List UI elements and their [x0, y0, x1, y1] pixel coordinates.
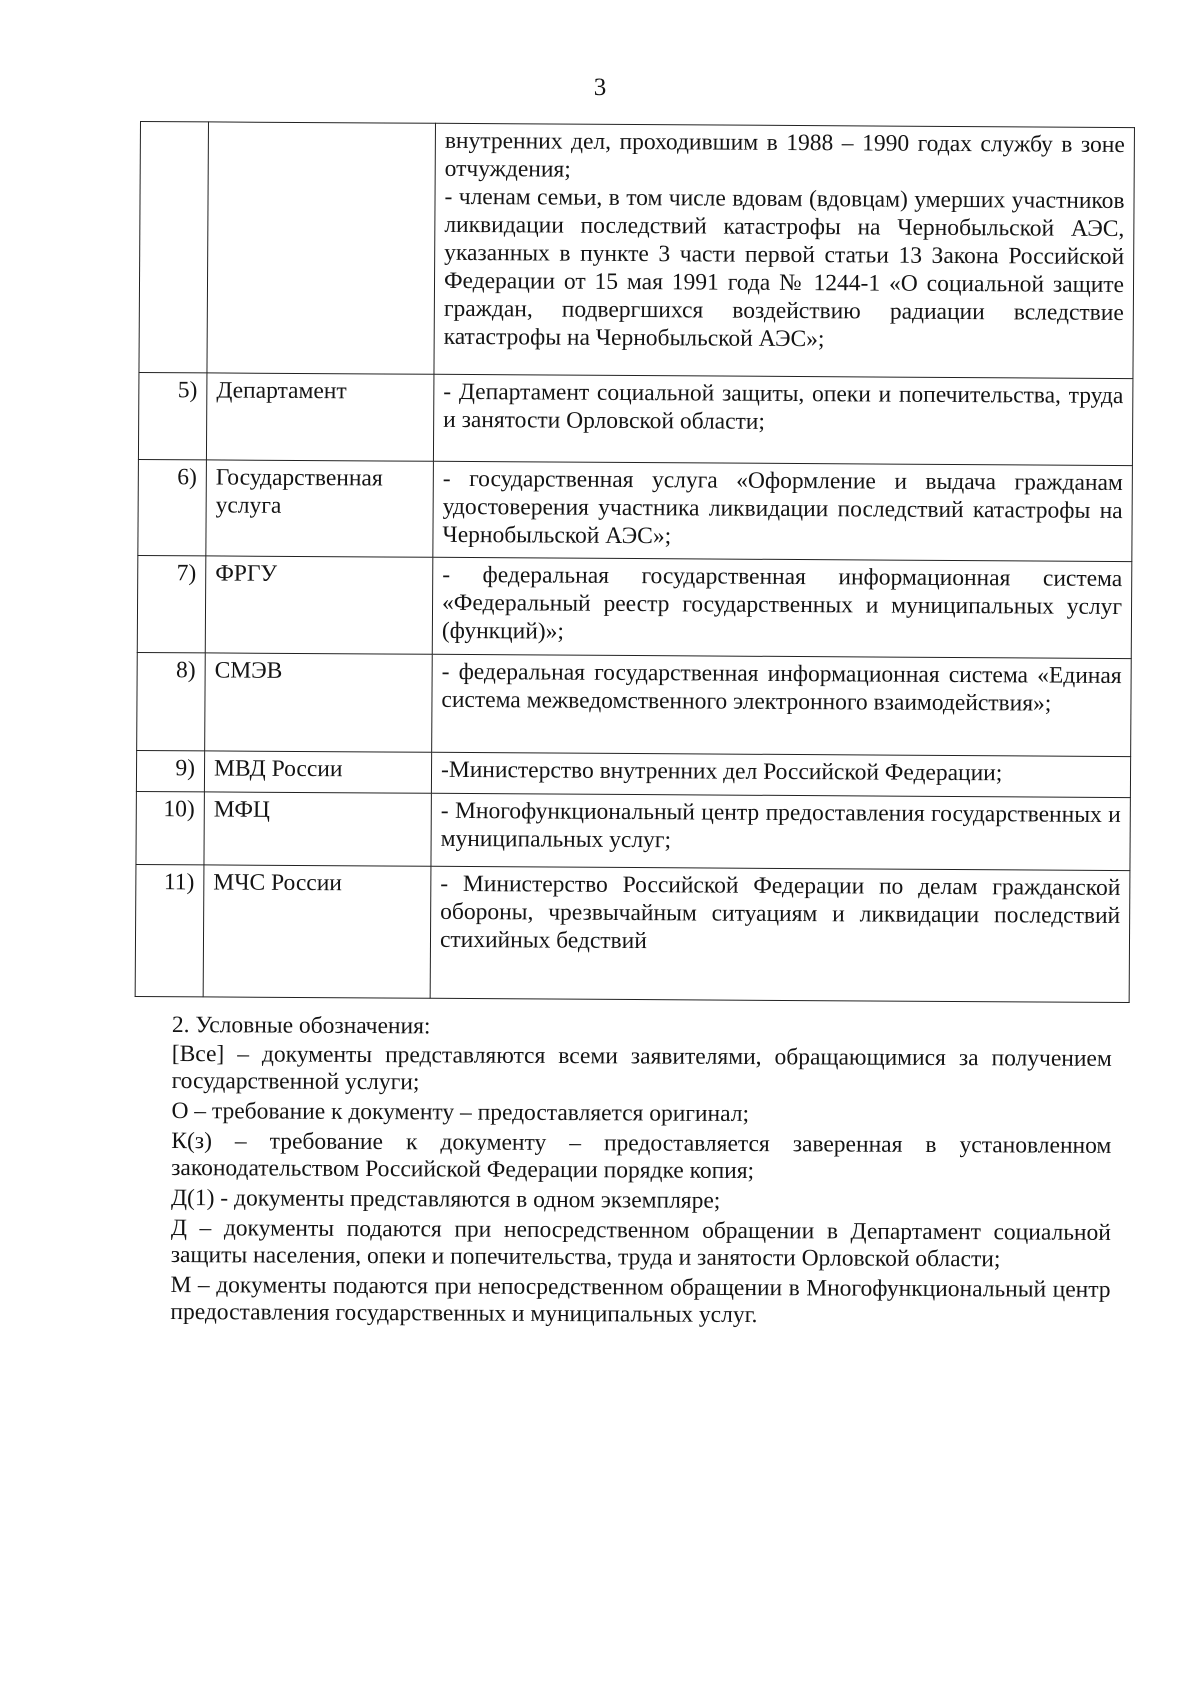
legend-item: Д(1) - документы представляются в одном экземпляре; [170, 1184, 721, 1214]
page-number: 3 [593, 74, 607, 101]
legend-item: О – требование к документу – предоставляется оригинал; [171, 1097, 750, 1128]
legend-item: Д – документы подаются при непосредственном обращении в Департамент социальной защиты населения, опеки и попечительства, труда и занятости Орловской области; [170, 1214, 1111, 1273]
description-cell [433, 374, 1133, 466]
description-cell [431, 752, 1130, 797]
description-cell [432, 557, 1132, 658]
legend-heading: 2. Условные обозначения: [171, 1012, 431, 1040]
table-row [136, 791, 1130, 871]
term-cell: ФРГУ [205, 556, 433, 654]
row-number: 6) [138, 459, 207, 555]
row-number: 8) [137, 652, 206, 750]
description-line: - Департамент социальной защиты, опеки и попечительства, труда и занятости Орловской области; [443, 378, 1124, 435]
legend-item: М – документы подаются при непосредственном обращении в Многофункциональный центр предоставления государственных и муниципальных услуг. [170, 1271, 1111, 1329]
row-number: 10) [136, 791, 204, 865]
term-cell: Департамент [206, 373, 434, 462]
term-cell: МВД России [204, 750, 431, 792]
term-cell: СМЭВ [205, 653, 433, 752]
term-cell [207, 122, 436, 374]
row-number: 11) [135, 865, 204, 997]
row-number: 9) [136, 750, 204, 791]
legend-item: [Все] – документы представляются всеми заявителями, обращающимися за получением государственной услуги; [171, 1040, 1112, 1096]
legend-section [170, 1012, 1112, 1334]
table-row [138, 459, 1133, 561]
description-line: - Многофункциональный центр предоставления государственных и муниципальных услуг; [440, 797, 1121, 853]
term-cell: МФЦ [204, 792, 431, 867]
row-number [139, 122, 209, 373]
description-cell [431, 793, 1130, 871]
term-cell: Государственная услуга [206, 460, 434, 557]
description-cell [433, 461, 1133, 561]
description-line: внутренних дел, проходившим в 1988 – 1990 годах службу в зоне отчуждения; [444, 127, 1125, 183]
description-cell [432, 654, 1132, 756]
term-cell: МЧС России [203, 865, 431, 998]
description-line: - членам семьи, в том числе вдовам (вдовцам) умерших участников ликвидации последствий катастрофы на Чернобыльской АЭС, указанных в пункте 3 части первой статьи 13 Закона Российской Федерации от 15 мая 1991 года № 1244-1 «О социальной защите граждан, подвергшихся воздействию радиации вследствие катастрофы на Чернобыльской АЭС»; [443, 183, 1125, 353]
description-line: -Министерство внутренних дел Российской Федерации; [440, 756, 1003, 786]
legend-item: К(з) – требование к документу – предоставляется заверенная в установленном законодательством Российской Федерации порядке копия; [171, 1127, 1112, 1185]
description-line: - Министерство Российской Федерации по делам гражданской обороны, чрезвычайным ситуациям и ликвидации последствий стихийных бедствий [439, 871, 1121, 955]
table-row [137, 652, 1132, 756]
row-number: 7) [137, 555, 206, 652]
row-number: 5) [138, 372, 207, 460]
table-row [138, 372, 1133, 465]
table-row [136, 750, 1130, 797]
table-row [139, 122, 1135, 379]
description-cell [434, 123, 1135, 378]
description-line: - федеральная государственная информационная система «Единая система межведомственного электронного взаимодействия»; [441, 658, 1122, 717]
description-cell [430, 867, 1130, 1003]
table-row [137, 555, 1132, 658]
table-row [135, 865, 1130, 1003]
definitions-table [135, 121, 1135, 1003]
description-line: - государственная услуга «Оформление и выдача гражданам удостоверения участника ликвидации последствий катастрофы на Чернобыльской АЭС»; [442, 465, 1123, 550]
description-line: - федеральная государственная информационная система «Федеральный реестр государственных и муниципальных услуг (функций)»; [441, 561, 1123, 645]
